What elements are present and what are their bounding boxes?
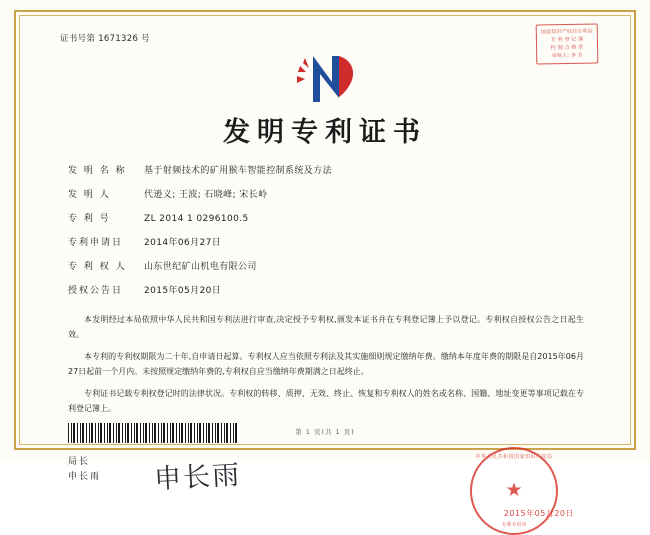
field-value: 2014年06月27日 — [144, 238, 222, 248]
registration-stamp-line1: 国家知识产权局专利局 — [540, 28, 593, 36]
registration-stamp-line3: 控 制 合 格 章 — [550, 44, 584, 52]
field-value: ZL 2014 1 0296100.5 — [144, 214, 249, 224]
body-paragraph-3: 专利证书记载专利权登记时的法律状况。专利权的转移、质押、无效、终止、恢复和专利权人的姓名或名称、国籍、地址变更等事项记载在专利登记簿上。 — [68, 389, 584, 413]
field-value: 山东世纪矿山机电有限公司 — [144, 262, 257, 272]
field-inventors — [68, 189, 586, 202]
official-seal-bottom-text: 专利专用章 — [501, 522, 527, 528]
field-value: 代逊义; 王波; 石晓峰; 宋长岭 — [144, 190, 268, 200]
certificate-number: 证书号第 1671326 号 — [60, 34, 150, 44]
director-signature: 申长雨 — [153, 459, 242, 496]
field-label: 授权公告日 — [68, 286, 124, 296]
logo-container — [46, 52, 604, 108]
field-grant-date — [68, 285, 586, 298]
certificate-fields — [46, 165, 604, 298]
certificate-page — [24, 20, 626, 528]
seal-date-stamp: 2015年05月20日 — [503, 509, 574, 518]
signature-area — [46, 454, 604, 528]
field-label: 专 利 号 — [68, 214, 111, 224]
field-patentee — [68, 261, 586, 274]
official-seal-top-text: 中华人民共和国国家知识产权局 — [475, 454, 553, 460]
registration-stamp-line4: 审核人: 李 芳 — [551, 52, 583, 60]
page-footer: 第 1 页(共 1 页) — [295, 428, 355, 436]
field-label: 发 明 人 — [68, 190, 111, 200]
star-icon: ★ — [505, 479, 523, 502]
field-label: 专 利 权 人 — [68, 262, 127, 272]
field-invention-name — [68, 165, 586, 178]
certificate-top-row — [46, 26, 604, 60]
director-name: 申长雨 — [68, 472, 102, 482]
field-value: 2015年05月20日 — [144, 286, 222, 296]
official-seal — [470, 447, 558, 535]
page-title: 发明专利证书 — [223, 117, 427, 148]
field-value: 基于射频技术的矿用猴车智能控制系统及方法 — [144, 166, 333, 176]
field-application-date — [68, 237, 586, 250]
field-patent-number — [68, 213, 586, 226]
director-label: 局长 — [68, 457, 91, 467]
body-paragraph-1: 本发明经过本局依照中华人民共和国专利法进行审查,决定授予专利权,颁发本证书并在专利登记簿上予以登记。专利权自授权公告之日起生效。 — [68, 315, 584, 339]
registration-stamp-line2: 专 利 登 记 簿 — [550, 36, 584, 44]
body-paragraph-2: 本专利的专利权期限为二十年,自申请日起算。专利权人应当依照专利法及其实施细则规定缴纳年费。缴纳本年度年费的期限是自2015年06月27日起前一个月内。未按照规定缴纳年费的,专利权自应当缴纳年费期满之日起终止。 — [68, 352, 584, 376]
field-label: 发 明 名 称 — [68, 166, 127, 176]
field-label: 专利申请日 — [68, 238, 124, 248]
cnipa-logo-icon — [283, 52, 367, 106]
certificate-body — [46, 312, 604, 416]
